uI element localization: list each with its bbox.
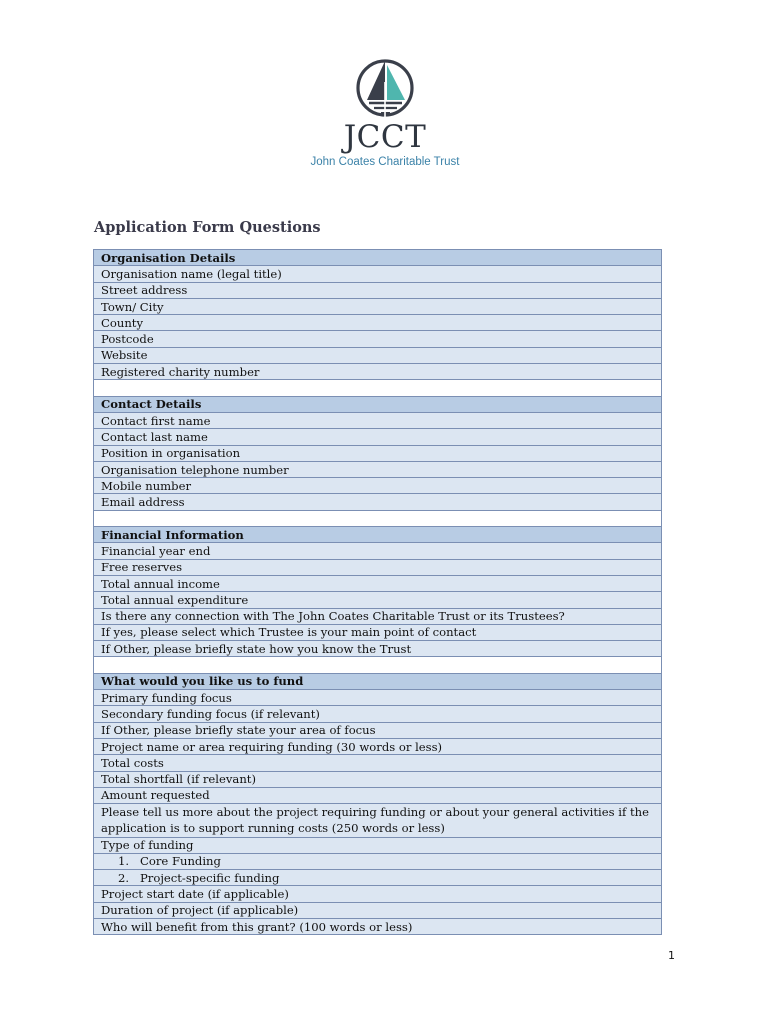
question-label: Total shortfall (if relevant) xyxy=(94,771,662,787)
question-row xyxy=(94,347,662,363)
question-label: Secondary funding focus (if relevant) xyxy=(94,706,662,722)
question-label: If yes, please select which Trustee is your main point of contact xyxy=(94,624,662,640)
section-header: Contact Details xyxy=(94,396,662,412)
question-row xyxy=(94,690,662,706)
question-row xyxy=(94,771,662,787)
question-row xyxy=(94,364,662,380)
question-row xyxy=(94,918,662,934)
question-row xyxy=(94,722,662,738)
question-label: If Other, please briefly state how you know the Trust xyxy=(94,641,662,657)
section-header: What would you like us to fund xyxy=(94,673,662,689)
question-label: Please tell us more about the project requiring funding or about your general activities if the application is to support running costs (250 words or less) xyxy=(94,804,662,837)
sail-emblem-icon xyxy=(353,56,417,120)
question-label: Free reserves xyxy=(94,559,662,575)
page-number: 1 xyxy=(668,949,675,962)
question-label: County xyxy=(94,315,662,331)
section-header: Organisation Details xyxy=(94,250,662,266)
question-label: Postcode xyxy=(94,331,662,347)
list-number: 1. xyxy=(118,854,130,869)
question-label: If Other, please briefly state your area of focus xyxy=(94,722,662,738)
list-item-label: Core Funding xyxy=(140,854,221,869)
questions-table xyxy=(93,249,662,935)
section-header: Financial Information xyxy=(94,527,662,543)
question-label: Contact first name xyxy=(94,412,662,428)
question-label: Town/ City xyxy=(94,298,662,314)
question-row xyxy=(94,870,662,886)
question-label: Mobile number xyxy=(94,478,662,494)
question-row xyxy=(94,624,662,640)
question-row xyxy=(94,641,662,657)
question-row xyxy=(94,575,662,591)
spacer-row xyxy=(94,510,662,526)
question-label: Registered charity number xyxy=(94,364,662,380)
question-row xyxy=(94,543,662,559)
question-label: Position in organisation xyxy=(94,445,662,461)
question-label: Organisation telephone number xyxy=(94,461,662,477)
question-row xyxy=(94,315,662,331)
question-label: Total annual income xyxy=(94,575,662,591)
question-row xyxy=(94,331,662,347)
question-label: Type of funding xyxy=(94,837,662,853)
question-label: Duration of project (if applicable) xyxy=(94,902,662,918)
question-label: Is there any connection with The John Coates Charitable Trust or its Trustees? xyxy=(94,608,662,624)
question-row xyxy=(94,429,662,445)
question-row xyxy=(94,461,662,477)
spacer-row xyxy=(94,657,662,673)
jcct-logo xyxy=(300,56,470,178)
question-label: Organisation name (legal title) xyxy=(94,266,662,282)
spacer-cell xyxy=(94,510,662,526)
question-label: Contact last name xyxy=(94,429,662,445)
question-row xyxy=(94,886,662,902)
question-row xyxy=(94,266,662,282)
question-label: Project start date (if applicable) xyxy=(94,886,662,902)
question-row xyxy=(94,412,662,428)
section-header-row xyxy=(94,250,662,266)
logo-acronym: JCCT xyxy=(343,119,427,155)
question-label: Financial year end xyxy=(94,543,662,559)
question-row xyxy=(94,592,662,608)
question-label: Amount requested xyxy=(94,787,662,803)
list-number: 2. xyxy=(118,870,130,885)
question-row xyxy=(94,902,662,918)
question-label: Total annual expenditure xyxy=(94,592,662,608)
section-header-row xyxy=(94,527,662,543)
question-row xyxy=(94,608,662,624)
question-row xyxy=(94,559,662,575)
question-label: Website xyxy=(94,347,662,363)
section-header-row xyxy=(94,396,662,412)
question-row xyxy=(94,494,662,510)
question-label xyxy=(94,853,662,869)
spacer-cell xyxy=(94,380,662,396)
question-label: Primary funding focus xyxy=(94,690,662,706)
question-row xyxy=(94,282,662,298)
logo-organisation-name: John Coates Charitable Trust xyxy=(310,156,460,168)
question-label: Email address xyxy=(94,494,662,510)
question-row xyxy=(94,787,662,803)
question-label: Street address xyxy=(94,282,662,298)
question-label xyxy=(94,870,662,886)
question-row xyxy=(94,298,662,314)
question-label: Who will benefit from this grant? (100 words or less) xyxy=(94,918,662,934)
question-row xyxy=(94,837,662,853)
list-item-label: Project-specific funding xyxy=(140,870,280,885)
question-row xyxy=(94,445,662,461)
question-row xyxy=(94,804,662,837)
section-header-row xyxy=(94,673,662,689)
spacer-row xyxy=(94,380,662,396)
form-title: Application Form Questions xyxy=(94,219,321,236)
question-label: Total costs xyxy=(94,755,662,771)
spacer-cell xyxy=(94,657,662,673)
question-row xyxy=(94,755,662,771)
question-row xyxy=(94,853,662,869)
question-row xyxy=(94,706,662,722)
question-row xyxy=(94,738,662,754)
question-row xyxy=(94,478,662,494)
question-label: Project name or area requiring funding (30 words or less) xyxy=(94,738,662,754)
